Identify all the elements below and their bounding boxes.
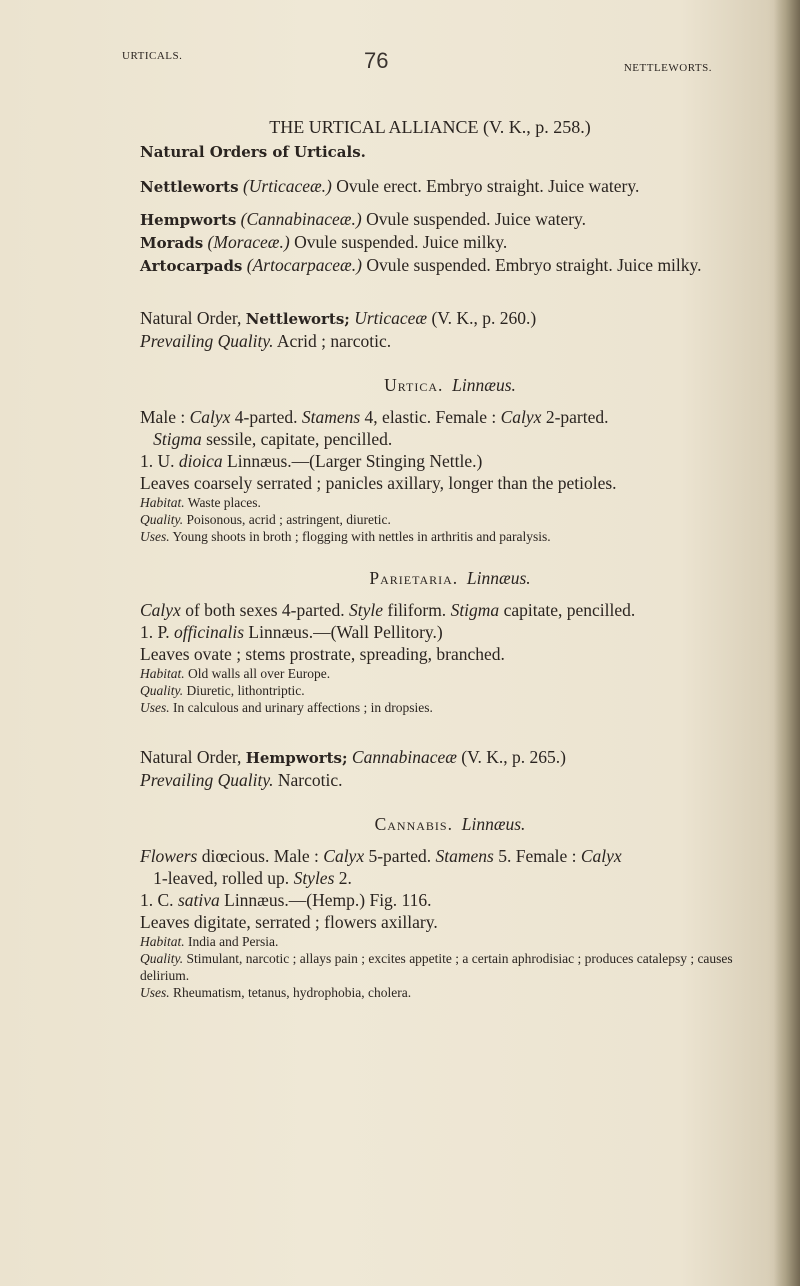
species-leaves: Leaves ovate ; stems prostrate, spreading, branched.: [140, 644, 505, 664]
natural-order-line: Natural Order, Nettleworts; Urticaceæ (V. K., p. 260.): [140, 308, 537, 328]
habitat-line: Habitat. India and Persia.: [140, 934, 279, 949]
page-edge-shadow: [774, 0, 800, 1286]
species-line: 1. U. dioica Linnæus.—(Larger Stinging Nettle.): [140, 451, 483, 471]
genus-heading-urtica: Urtica. Linnæus.: [384, 375, 516, 395]
quality-line: Quality. Diuretic, lithontriptic.: [140, 683, 305, 698]
uses-line: Uses. Rheumatism, tetanus, hydrophobia, cholera.: [140, 985, 412, 1000]
species-line: 1. P. officinalis Linnæus.—(Wall Pellitory.): [140, 622, 443, 642]
uses-line: Uses. Young shoots in broth ; flogging with nettles in arthritis and paralysis.: [140, 529, 551, 544]
running-header-left: URTICALS.: [122, 50, 183, 62]
order-entry: Hempworts (Cannabinaceæ.) Ovule suspended. Juice watery.: [140, 209, 587, 229]
quality-line: Quality. Poisonous, acrid ; astringent, diuretic.: [140, 512, 391, 527]
habitat-line: Habitat. Waste places.: [140, 495, 261, 510]
species-line: 1. C. sativa Linnæus.—(Hemp.) Fig. 116.: [140, 890, 432, 910]
order-entry: Nettleworts (Urticaceæ.) Ovule erect. Embryo straight. Juice watery.: [140, 176, 640, 196]
genus-description: Male : Calyx 4-parted. Stamens 4, elastic. Female : Calyx 2-parted. Stigma sessile, capitate, pencilled.: [140, 407, 609, 449]
genus-heading-cannabis: Cannabis. Linnæus.: [374, 814, 526, 834]
habitat-line: Habitat. Old walls all over Europe.: [140, 666, 331, 681]
genus-description: Calyx of both sexes 4-parted. Style filiform. Stigma capitate, pencilled.: [140, 600, 636, 620]
order-entry: Morads (Moraceæ.) Ovule suspended. Juice milky.: [140, 232, 508, 252]
species-leaves: Leaves coarsely serrated ; panicles axillary, longer than the petioles.: [140, 473, 617, 493]
genus-heading-parietaria: Parietaria. Linnæus.: [369, 568, 531, 588]
running-header-right: NETTLEWORTS.: [623, 62, 712, 74]
order-entry: Artocarpads (Artocarpaceæ.) Ovule suspended. Embryo straight. Juice milky.: [140, 255, 702, 275]
page-number: 76: [364, 48, 389, 73]
page-content: [140, 116, 760, 1001]
uses-line: Uses. In calculous and urinary affections ; in dropsies.: [140, 700, 433, 715]
prevailing-quality-line: Prevailing Quality. Acrid ; narcotic.: [140, 331, 392, 351]
genus-description: Flowers diœcious. Male : Calyx 5-parted. Stamens 5. Female : Calyx 1-leaved, rolled up. Styles 2.: [140, 846, 622, 888]
natural-orders-heading: Natural Orders of Urticals.: [140, 143, 366, 161]
natural-order-line: Natural Order, Hempworts; Cannabinaceæ (V. K., p. 265.): [140, 747, 566, 767]
quality-line: Quality. Stimulant, narcotic ; allays pain ; excites appetite ; a certain aphrodisiac ; produces catalepsy ; causes delirium.: [140, 951, 733, 983]
alliance-title: THE URTICAL ALLIANCE (V. K., p. 258.): [269, 117, 591, 137]
orders-list: [140, 175, 760, 277]
species-leaves: Leaves digitate, serrated ; flowers axillary.: [140, 912, 438, 932]
prevailing-quality-line: Prevailing Quality. Narcotic.: [140, 770, 343, 790]
